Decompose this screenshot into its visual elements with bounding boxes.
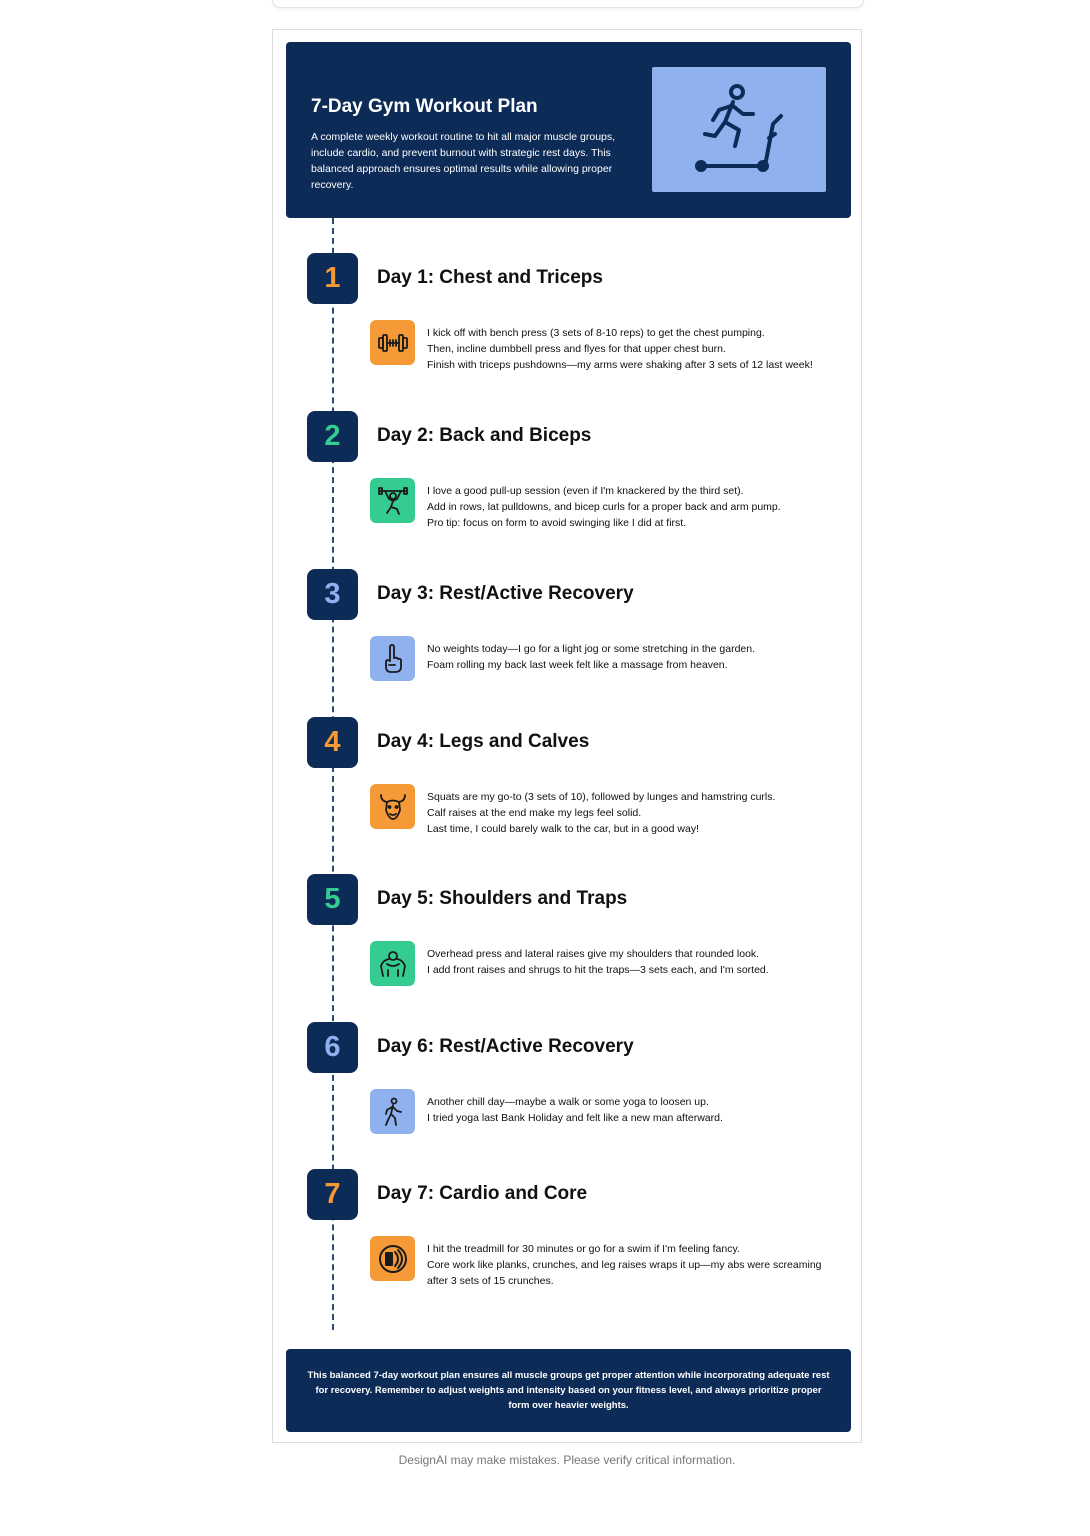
exercise-description xyxy=(427,946,837,978)
plan-footer xyxy=(286,1349,851,1432)
exercise-icon-tile xyxy=(370,1089,415,1134)
previous-message-card xyxy=(272,0,864,8)
day-title: Day 3: Rest/Active Recovery xyxy=(377,583,634,604)
treadmill-runner-icon xyxy=(693,84,785,176)
walking-person-icon xyxy=(377,1096,409,1128)
ai-disclaimer: DesignAI may make mistakes. Please verify critical information. xyxy=(398,1453,736,1467)
day-title: Day 1: Chest and Triceps xyxy=(377,267,603,288)
day-title: Day 5: Shoulders and Traps xyxy=(377,888,628,909)
day-number-badge: 5 xyxy=(307,874,358,925)
description-line: Then, incline dumbbell press and flyes for that upper chest burn. xyxy=(427,343,726,355)
description-line: Pro tip: focus on form to avoid swinging like I did at first. xyxy=(427,517,687,529)
description-line: Add in rows, lat pulldowns, and bicep curls for a proper back and arm pump. xyxy=(427,501,781,513)
description-line: I kick off with bench press (3 sets of 8-10 reps) to get the chest pumping. xyxy=(427,327,765,339)
day-number-badge: 3 xyxy=(307,569,358,620)
description-line: Another chill day—maybe a walk or some yoga to loosen up. xyxy=(427,1096,709,1108)
day-number-badge: 4 xyxy=(307,717,358,768)
description-line: I add front raises and shrugs to hit the traps—3 sets each, and I'm sorted. xyxy=(427,964,769,976)
hero-image xyxy=(652,67,826,192)
description-line: Last time, I could barely walk to the car, but in a good way! xyxy=(427,823,699,835)
day-title: Day 4: Legs and Calves xyxy=(377,731,590,752)
day-number-badge: 6 xyxy=(307,1022,358,1073)
exercise-icon-tile xyxy=(370,320,415,365)
description-line: Finish with triceps pushdowns—my arms were shaking after 3 sets of 12 last week! xyxy=(427,359,813,371)
weightlifter-icon xyxy=(377,485,409,517)
description-line: Core work like planks, crunches, and leg raises wraps it up—my abs were screaming after 3 sets of 15 crunches. xyxy=(427,1259,822,1287)
exercise-icon-tile xyxy=(370,1236,415,1281)
description-line: Overhead press and lateral raises give my shoulders that rounded look. xyxy=(427,948,760,960)
timeline-line xyxy=(332,218,334,1330)
description-line: I love a good pull-up session (even if I'm knackered by the third set). xyxy=(427,485,744,497)
exercise-description xyxy=(427,483,837,531)
description-line: I hit the treadmill for 30 minutes or go for a swim if I'm feeling fancy. xyxy=(427,1243,740,1255)
exercise-description xyxy=(427,1094,837,1126)
description-line: I tried yoga last Bank Holiday and felt like a new man afterward. xyxy=(427,1112,723,1124)
raised-finger-icon xyxy=(377,643,409,675)
dumbbell-icon xyxy=(377,327,409,359)
exercise-description xyxy=(427,1241,837,1289)
day-number-badge: 1 xyxy=(307,253,358,304)
description-line: No weights today—I go for a light jog or some stretching in the garden. xyxy=(427,643,756,655)
core-circle-icon xyxy=(377,1243,409,1275)
exercise-icon-tile xyxy=(370,636,415,681)
day-title: Day 7: Cardio and Core xyxy=(377,1183,588,1204)
day-title: Day 2: Back and Biceps xyxy=(377,425,592,446)
shoulders-icon xyxy=(377,948,409,980)
day-number-badge: 2 xyxy=(307,411,358,462)
exercise-description xyxy=(427,789,837,837)
description-line: Squats are my go-to (3 sets of 10), followed by lunges and hamstring curls. xyxy=(427,791,776,803)
bull-head-icon xyxy=(377,791,409,823)
plan-description: A complete weekly workout routine to hit all major muscle groups, include cardio, and prevent burnout with strategic rest days. This balanced approach ensures optimal results while allowing proper recovery. xyxy=(311,131,616,191)
footer-summary: This balanced 7-day workout plan ensures all muscle groups get proper attention while incorporating adequate rest for recovery. Remember to adjust weights and intensity based on your fitness level, and always prioritize proper form over heavier weights. xyxy=(307,1370,830,1411)
page-title: 7-Day Gym Workout Plan xyxy=(311,96,538,117)
plan-header xyxy=(286,42,851,218)
exercise-icon-tile xyxy=(370,941,415,986)
description-line: Foam rolling my back last week felt like a massage from heaven. xyxy=(427,659,728,671)
day-title: Day 6: Rest/Active Recovery xyxy=(377,1036,634,1057)
workout-plan-card xyxy=(272,29,862,1443)
exercise-icon-tile xyxy=(370,784,415,829)
description-line: Calf raises at the end make my legs feel solid. xyxy=(427,807,642,819)
day-number-badge: 7 xyxy=(307,1169,358,1220)
exercise-description xyxy=(427,325,837,373)
exercise-description xyxy=(427,641,837,673)
exercise-icon-tile xyxy=(370,478,415,523)
